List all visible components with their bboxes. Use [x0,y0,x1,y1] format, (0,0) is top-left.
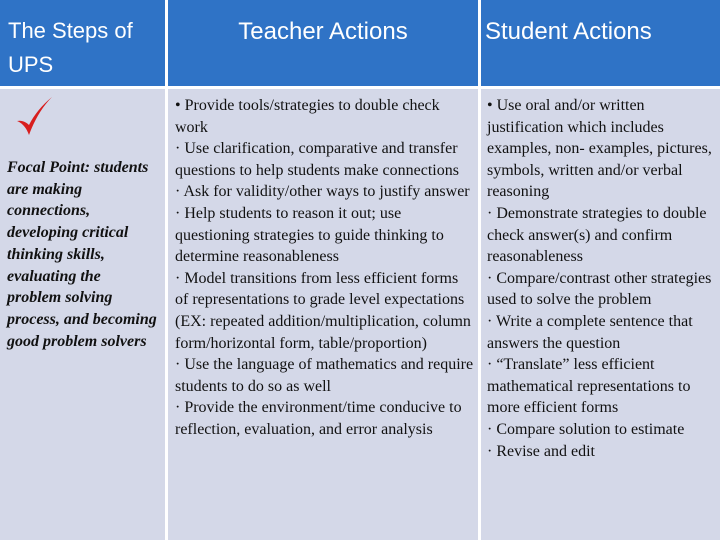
header-teacher-actions [168,0,478,86]
header-teacher-label: Teacher Actions [238,18,408,45]
teacher-action-item: · Ask for validity/other ways to justify answer [175,183,470,201]
student-action-item: • Use oral and/or written justification which includes examples, non- examples, pictures, symbols, written and/or verbal reasoning [487,97,712,201]
teacher-action-item: · Provide the environment/time conducive to reflection, evaluation, and error analysis [175,399,462,438]
teacher-action-item: • Provide tools/strategies to double check work [175,97,440,136]
header-steps [0,0,165,86]
student-action-item: · Compare/contrast other strategies used to solve the problem [487,269,712,309]
teacher-action-item: · Model transitions from less efficient forms of representations to grade level expectations (EX: repeated addition/multiplication, column form/horizontal form, table/proportion) [175,269,471,352]
header-divider [0,86,720,89]
teacher-action-item: · Help students to reason it out; use questioning strategies to guide thinking to determine reasonableness [175,204,444,266]
header-student-label: Student Actions [485,18,652,45]
student-actions-cell [481,89,720,540]
column-divider [165,0,168,540]
teacher-action-item: · Use clarification, comparative and transfer questions to help students make connections [175,140,459,179]
student-action-item: · Write a complete sentence that answers the question [487,312,693,352]
steps-cell [0,89,165,540]
teacher-actions-list [175,95,475,441]
student-action-item: · “Translate” less efficient mathematical representations to more efficient forms [487,356,691,417]
student-action-item: · Compare solution to estimate [487,420,685,438]
teacher-actions-cell [168,89,478,540]
student-action-item: · Demonstrate strategies to double check answer(s) and confirm reasonableness [487,204,707,266]
teacher-action-item: · Use the language of mathematics and require students to do so as well [175,356,474,395]
focal-point-text: Focal Point: students are making connections, developing critical thinking skills, evaluating the problem solving process, and becoming good problem solvers [7,159,157,350]
header-student-actions [481,0,720,86]
checkmark-icon [14,95,54,139]
column-divider [478,0,481,540]
header-steps-label: The Steps of UPS [8,18,133,77]
student-action-item: · Revise and edit [487,442,595,460]
student-actions-list [487,95,719,462]
